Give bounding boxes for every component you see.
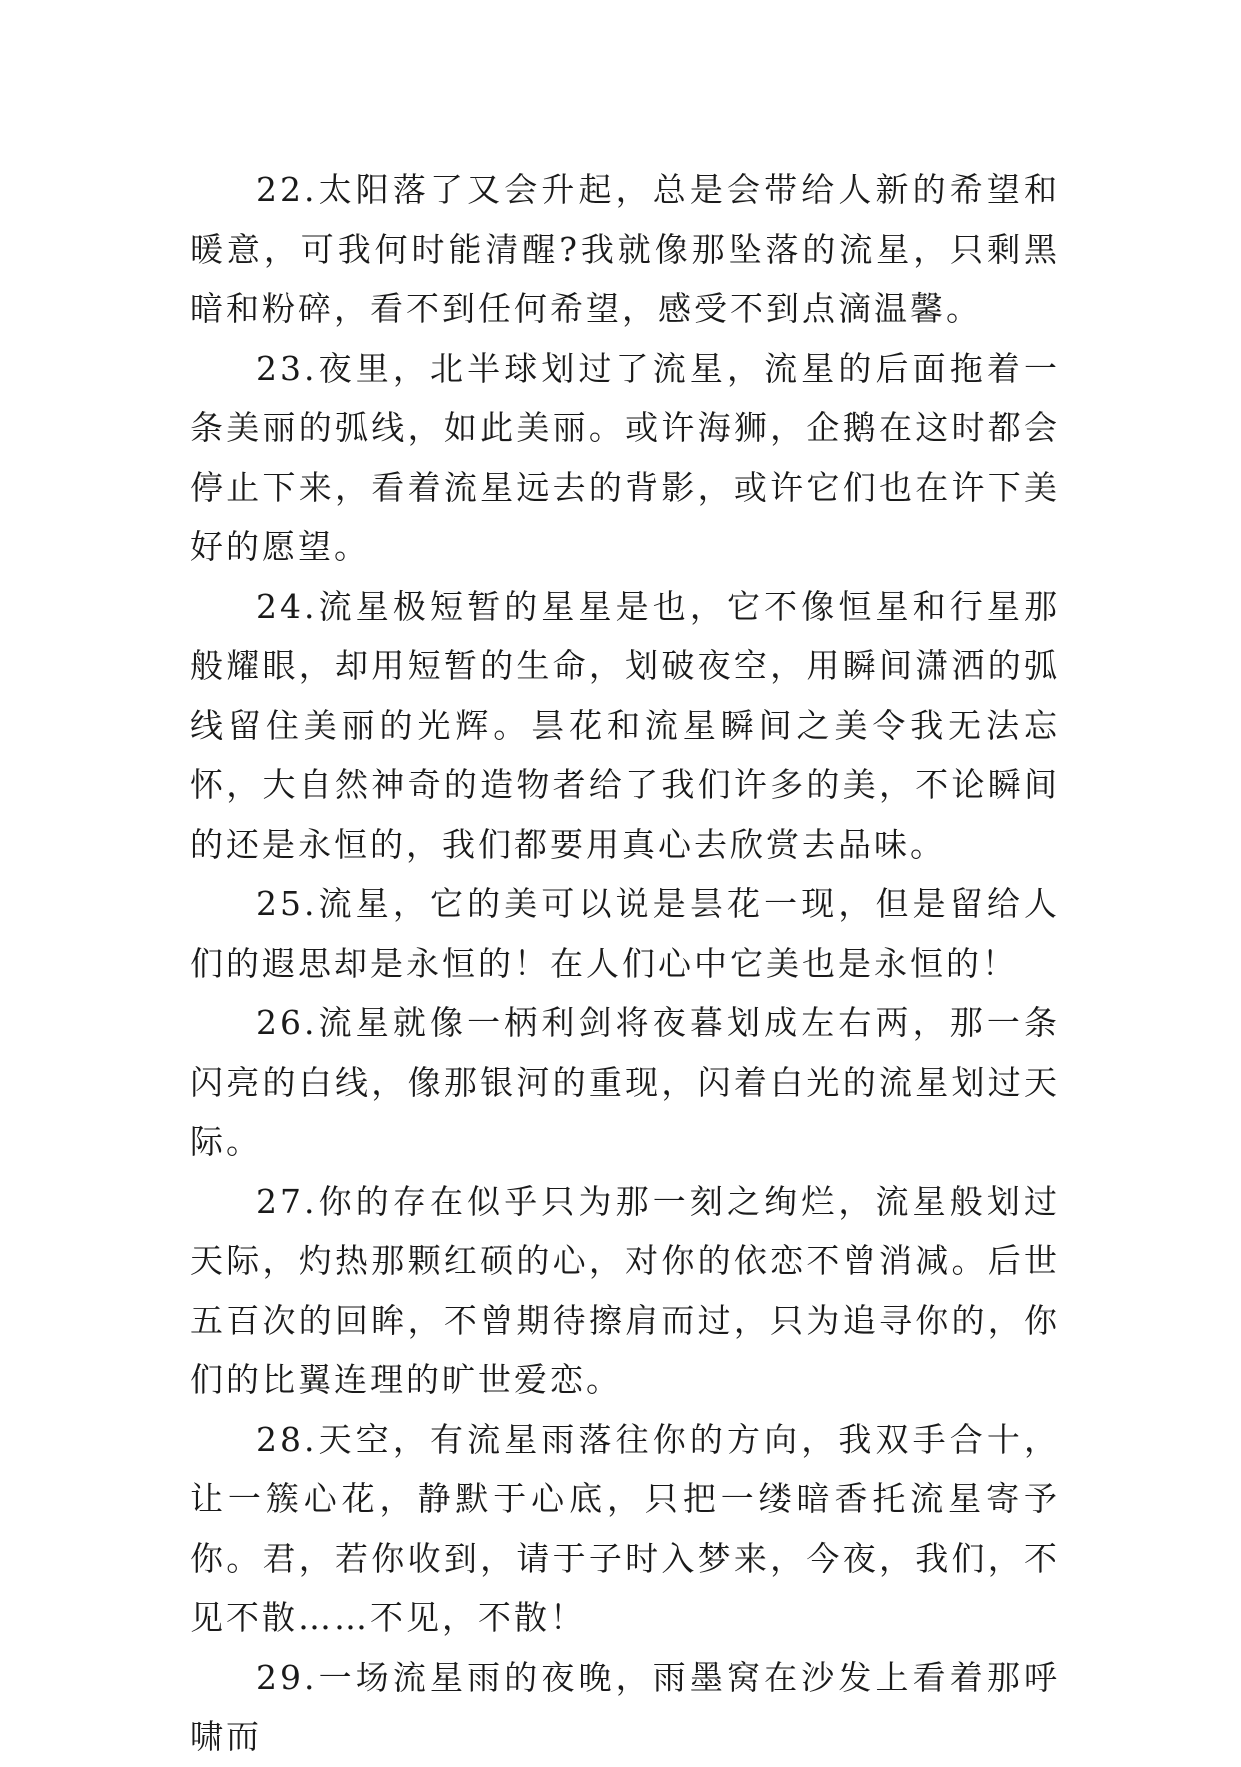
- paragraph-24: 24.流星极短暂的星星是也，它不像恒星和行星那般耀眼，却用短暂的生命，划破夜空，用瞬间潇洒的弧线留住美丽的光辉。昙花和流星瞬间之美令我无法忘怀，大自然神奇的造物者给了我们许多的美，不论瞬间的还是永恒的，我们都要用真心去欣赏去品味。: [190, 586, 1060, 864]
- document-body: [190, 160, 1060, 1767]
- paragraph-29: 29.一场流星雨的夜晚，雨墨窝在沙发上看着那呼啸而: [190, 1657, 1060, 1756]
- paragraph-28: 28.天空，有流星雨落往你的方向，我双手合十，让一簇心花，静默于心底，只把一缕暗香托流星寄予你。君，若你收到，请于子时入梦来，今夜，我们，不见不散……不见，不散！: [190, 1419, 1060, 1637]
- paragraph-25: 25.流星，它的美可以说是昙花一现，但是留给人们的遐思却是永恒的！在人们心中它美也是永恒的！: [190, 884, 1060, 983]
- paragraph-26: 26.流星就像一柄利剑将夜暮划成左右两，那一条闪亮的白线，像那银河的重现，闪着白光的流星划过天际。: [190, 1003, 1060, 1161]
- paragraph-23: 23.夜里，北半球划过了流星，流星的后面拖着一条美丽的弧线，如此美丽。或许海狮，企鹅在这时都会停止下来，看着流星远去的背影，或许它们也在许下美好的愿望。: [190, 348, 1060, 566]
- paragraph-22: 22.太阳落了又会升起，总是会带给人新的希望和暖意，可我何时能清醒?我就像那坠落的流星，只剩黑暗和粉碎，看不到任何希望，感受不到点滴温馨。: [190, 170, 1060, 328]
- paragraph-27: 27.你的存在似乎只为那一刻之绚烂，流星般划过天际，灼热那颗红硕的心，对你的依恋不曾消减。后世五百次的回眸，不曾期待擦肩而过，只为追寻你的，你们的比翼连理的旷世爱恋。: [190, 1181, 1060, 1399]
